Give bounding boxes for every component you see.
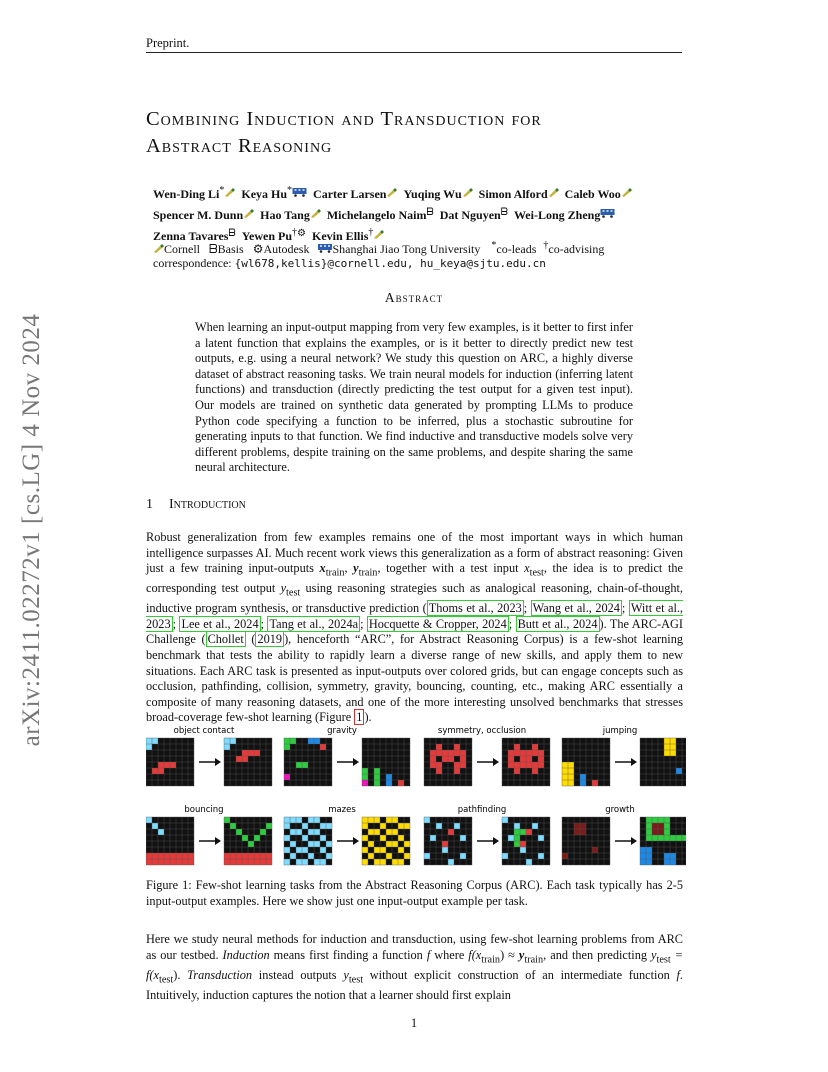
arrow-icon xyxy=(477,758,499,766)
cornell-pen-icon xyxy=(548,188,559,197)
task-output-grid xyxy=(224,817,272,865)
task-input-grid xyxy=(424,817,472,865)
citation-link[interactable]: Lee et al., 2024 xyxy=(181,616,259,631)
author-name: Kevin Ellis xyxy=(312,229,369,243)
figure-reference-link[interactable]: 1 xyxy=(356,710,363,725)
intro-p1-text-c: , the idea is to predict the corresponding test output xyxy=(146,561,683,596)
cornell-pen-icon xyxy=(310,209,321,218)
figure-task-label: mazes xyxy=(328,805,356,815)
task-output-grid xyxy=(362,817,410,865)
author-name: Wen-Ding Li xyxy=(153,187,220,201)
figure-task-label: jumping xyxy=(602,726,638,736)
task-input-grid xyxy=(562,738,610,786)
arrow-icon xyxy=(199,837,221,845)
math-y-train-2: y xyxy=(518,947,525,962)
abstract-body: When learning an input-output mapping from very few examples, is it better to first infer a latent function that explains the examples, or is it better to directly predict new test outputs, e.g. using a neural network? We study this question on ARC, a highly diverse dataset of abstract reasoning tasks. We train neural models for induction (inferring latent functions) and transduction (directly predicting the test output for a given test input). Our models are trained on synthetic data generated by prompting LLMs to produce Python code specifying a function to be inferred, plus a stochastic subroutine for generating inputs to that function. We find inductive and transductive models solve very different problems, despite training on the same problems, and despite sharing the same neural architecture. xyxy=(195,320,633,475)
basis-b-icon: ᗷ xyxy=(426,207,434,218)
sub-test-1: test xyxy=(529,567,544,579)
sub-train-1: train xyxy=(325,567,345,579)
intro-p2-text-j: . Intuitively, induction captures the notion that a learner should first explain xyxy=(146,967,683,1002)
intro-p2-text-d: ) ≈ xyxy=(500,947,519,962)
cornell-pen-icon xyxy=(462,188,473,197)
correspondence-label: correspondence: xyxy=(153,256,232,270)
author-marker: † xyxy=(368,227,374,238)
affil-cornell: Cornell xyxy=(164,242,200,256)
author-name: Michelangelo Naim xyxy=(326,208,427,222)
correspondence-emails[interactable]: {wl678,kellis}@cornell.edu, hu_keya@sjtu.edu.cn xyxy=(234,257,546,270)
task-input-grid xyxy=(146,817,194,865)
figure-1 xyxy=(146,723,686,863)
cornell-pen-icon xyxy=(153,244,164,253)
intro-p2-text-i: without explicit construction of an intermediate function xyxy=(363,967,677,982)
paper-title xyxy=(146,106,686,160)
figure-grids xyxy=(146,723,686,868)
math-f-2: f xyxy=(676,967,680,982)
sub-train-2: train xyxy=(358,567,378,579)
author-name: Zenna Tavares xyxy=(153,229,229,243)
sub-test-2: test xyxy=(286,587,301,599)
task-output-grid xyxy=(224,738,272,786)
task-input-grid xyxy=(424,738,472,786)
author-name: Caleb Woo xyxy=(564,187,621,201)
math-y-test-3: y xyxy=(343,967,349,982)
task-input-grid xyxy=(284,817,332,865)
intro-p2-text-c: where xyxy=(430,947,469,962)
citation-list: Thoms et al., 2023 ; Wang et al., 2024 ; Witt et al., 2023 ; Lee et al., 2024 ; Tang et al., 2024a ; Hocquette & Cropper, 2024 ; Butt et al., 2024 xyxy=(146,601,684,631)
math-y-test-2: y xyxy=(651,947,657,962)
intro-p1-text-b: , together with a test input xyxy=(377,561,525,576)
arxiv-stamp-text: arXiv:2411.02272v1 [cs.LG] 4 Nov 2024 xyxy=(18,313,45,747)
arrow-icon xyxy=(337,758,359,766)
correspondence-line xyxy=(153,256,546,271)
citation-link[interactable]: Hocquette & Cropper, 2024 xyxy=(368,616,507,631)
affil-autodesk: Autodesk xyxy=(263,242,310,256)
author-name: Keya Hu xyxy=(241,187,288,201)
figure-caption: Figure 1: Few-shot learning tasks from the Abstract Reasoning Corpus (ARC). Each task typically has 2-5 input-output examples. Here we show just one input-output example per task. xyxy=(146,878,683,908)
task-output-grid xyxy=(502,817,550,865)
intro-p2-text-g: ). xyxy=(173,967,188,982)
running-header: Preprint. xyxy=(146,36,190,50)
author-name: Spencer M. Dunn xyxy=(153,208,244,222)
autodesk-gear-icon: ⚙ xyxy=(297,228,307,239)
figure-task-label: growth xyxy=(605,805,635,815)
comma: , xyxy=(344,561,354,576)
intro-p1-text-d: using reasoning strategies such as analogical reasoning, chain-of-thought, inductive program synthesis, or transductive prediction ( xyxy=(146,581,683,616)
task-input-grid xyxy=(146,738,194,786)
intro-paragraph-2 xyxy=(146,932,683,1003)
author-name: Wei-Long Zheng xyxy=(513,208,601,222)
sub-test-5: test xyxy=(348,974,364,986)
term-transduction: Transduction xyxy=(187,967,253,982)
sub-train-3: train xyxy=(481,954,501,966)
citation-link[interactable]: Butt et al., 2024 xyxy=(517,616,598,631)
term-induction: Induction xyxy=(222,947,270,962)
intro-paragraph-1: Robust generalization from few examples remains one of the most important ways in which human intelligence surpasses AI. Much recent work views this generalization as a form of abstract reasoning: Given just a few training input-outputs $x_{train}$, $y_{train}$, together with a test input $x_{test}$, the idea is to predict the corresponding test output $y_{test}$ using reasoning strategies such as analogical reasoning, chain-of-thought, inductive program synthesis, or transductive prediction ( Thoms et al., 2023 ; Wang et al., 2024 ; Witt et al., 2023 ; Lee et al., 2024 ; Tang et al., 2024a ; Hocquette & Cropper, 2024 ; Butt et al., 2024 ). The ARC-AGI Challenge ( Chollet ( 2019 ), henceforth “ARC”, for Abstract Reasoning Corpus) is a few-shot learning benchmark that tests the ability to rapidly learn a diverse range of new skills, and apply them to new situations. Each ARC task is presented as input-outputs over colored grids, but can engage concepts such as occlusion, pathfinding, collision, symmetry, gravity, bouncing, counting, etc., making ARC essentially a composite of many reasoning datasets, and one of the more interesting unsolved benchmarks that stresses broad-coverage few-shot learning (Figure 1 ). xyxy=(146,530,684,725)
task-output-grid xyxy=(640,738,686,786)
intro-p1-text-e: ). The ARC-AGI Challenge ( xyxy=(146,616,683,647)
math-y-test: y xyxy=(280,581,287,596)
intro-p2-text-a: Here we study neural methods for induction and transduction, using few-shot learning problems from ARC as our testbed. xyxy=(146,932,683,962)
cornell-pen-icon xyxy=(243,209,254,218)
math-x-train: x xyxy=(319,561,326,576)
citation-chollet[interactable]: Chollet xyxy=(207,632,244,647)
affil-basis: Basis xyxy=(217,242,244,256)
cornell-pen-icon xyxy=(224,188,235,197)
math-f-x: f(x xyxy=(468,947,482,962)
section-number: 1 xyxy=(146,497,153,512)
arrow-icon xyxy=(337,837,359,845)
citation-link[interactable]: Witt et al., 2023 xyxy=(146,601,684,631)
citation-link[interactable]: Tang et al., 2024a xyxy=(269,616,359,631)
task-output-grid xyxy=(640,817,686,865)
intro-p1-text-g: ). xyxy=(364,710,372,725)
affil-co-leads: co-leads xyxy=(496,242,537,256)
sub-train-4: train xyxy=(524,954,544,966)
cornell-pen-icon xyxy=(386,188,397,197)
cornell-pen-icon xyxy=(621,188,632,197)
figure-task-label: object contact xyxy=(173,726,235,736)
intro-p2-text-e: , and then predicting xyxy=(543,947,652,962)
math-f: f xyxy=(426,947,431,962)
author-row-2 xyxy=(153,203,693,224)
arrow-icon xyxy=(615,758,637,766)
arrow-icon xyxy=(199,758,221,766)
figure-task-label: pathfinding xyxy=(457,805,507,815)
sub-test-4: test xyxy=(158,974,174,986)
autodesk-gear-icon: ⚙ xyxy=(252,242,264,256)
math-equation: = f(x xyxy=(146,947,684,982)
author-name: Dat Nguyen xyxy=(439,208,501,222)
sjtu-bus-icon xyxy=(600,209,615,218)
author-row-1 xyxy=(153,182,693,203)
basis-b-icon: ᗷ xyxy=(228,228,236,239)
section-heading xyxy=(146,497,246,513)
author-list xyxy=(153,182,693,245)
basis-b-icon: ᗷ xyxy=(209,242,218,256)
citation-link[interactable]: Thoms et al., 2023 xyxy=(428,601,522,616)
author-name: Yuqing Wu xyxy=(403,187,462,201)
figure-task-label: symmetry, occlusion xyxy=(437,726,527,736)
affil-sjtu: Shanghai Jiao Tong University xyxy=(332,242,481,256)
task-input-grid xyxy=(284,738,332,786)
intro-p2-text-b: means first finding a function xyxy=(269,947,427,962)
author-marker: † xyxy=(292,227,298,238)
section-title: Introduction xyxy=(169,497,246,512)
abstract-heading: Abstract xyxy=(384,290,444,305)
author-name: Yewen Pu xyxy=(241,229,293,243)
task-output-grid xyxy=(502,738,550,786)
citation-chollet-year[interactable]: 2019 xyxy=(257,632,283,647)
task-input-grid xyxy=(562,817,610,865)
sjtu-bus-icon xyxy=(318,244,332,253)
intro-p1-text-f: ), henceforth “ARC”, for Abstract Reasoning Corpus) is a few-shot learning benchmark that tests the ability to rapidly learn a diverse range of new skills, and apply them to new situations. Each ARC task is presented as input-outputs over colored grids, but can engage concepts such as occlusion, pathfinding, collision, symmetry, gravity, bouncing, counting, etc., making ARC essentially a composite of many reasoning datasets, and one of the more interesting unsolved benchmarks that stresses broad-coverage few-shot learning (Figure xyxy=(146,632,683,725)
figure-task-label: bouncing xyxy=(184,805,224,815)
affil-co-advising: co-advising xyxy=(548,242,605,256)
intro-p1-text-a: Robust generalization from few examples remains one of the most important ways in which human intelligence surpasses AI. Much recent work views this generalization as a form of abstract reasoning: Given just a few training input-outputs xyxy=(146,530,683,576)
author-name: Simon Alford xyxy=(478,187,548,201)
title-line-1: Combining Induction and Transduction for xyxy=(146,108,542,130)
citation-link[interactable]: Wang et al., 2024 xyxy=(532,601,620,616)
title-line-2: Abstract Reasoning xyxy=(146,135,333,157)
figure-task-label: gravity xyxy=(327,726,357,736)
math-x-test: x xyxy=(524,561,530,576)
arrow-icon xyxy=(615,837,637,845)
author-name: Carter Larsen xyxy=(313,187,387,201)
arxiv-stamp xyxy=(18,290,46,770)
header-rule xyxy=(146,52,682,53)
basis-b-icon: ᗷ xyxy=(500,207,508,218)
cornell-pen-icon xyxy=(373,230,384,239)
math-y-train: y xyxy=(353,561,359,576)
task-output-grid xyxy=(362,738,410,786)
intro-p2-text-h: instead outputs xyxy=(252,967,344,982)
sub-test-3: test xyxy=(656,954,671,966)
author-marker: * xyxy=(287,185,293,196)
sjtu-bus-icon xyxy=(292,188,307,197)
page-number: 1 xyxy=(410,1016,418,1030)
author-name: Hao Tang xyxy=(260,208,310,222)
affiliation-line: Cornell ᗷBasis ⚙Autodesk Shanghai Jiao Tong University *co-leads †co-advising xyxy=(153,240,604,257)
author-marker: * xyxy=(219,185,225,196)
arrow-icon xyxy=(477,837,499,845)
